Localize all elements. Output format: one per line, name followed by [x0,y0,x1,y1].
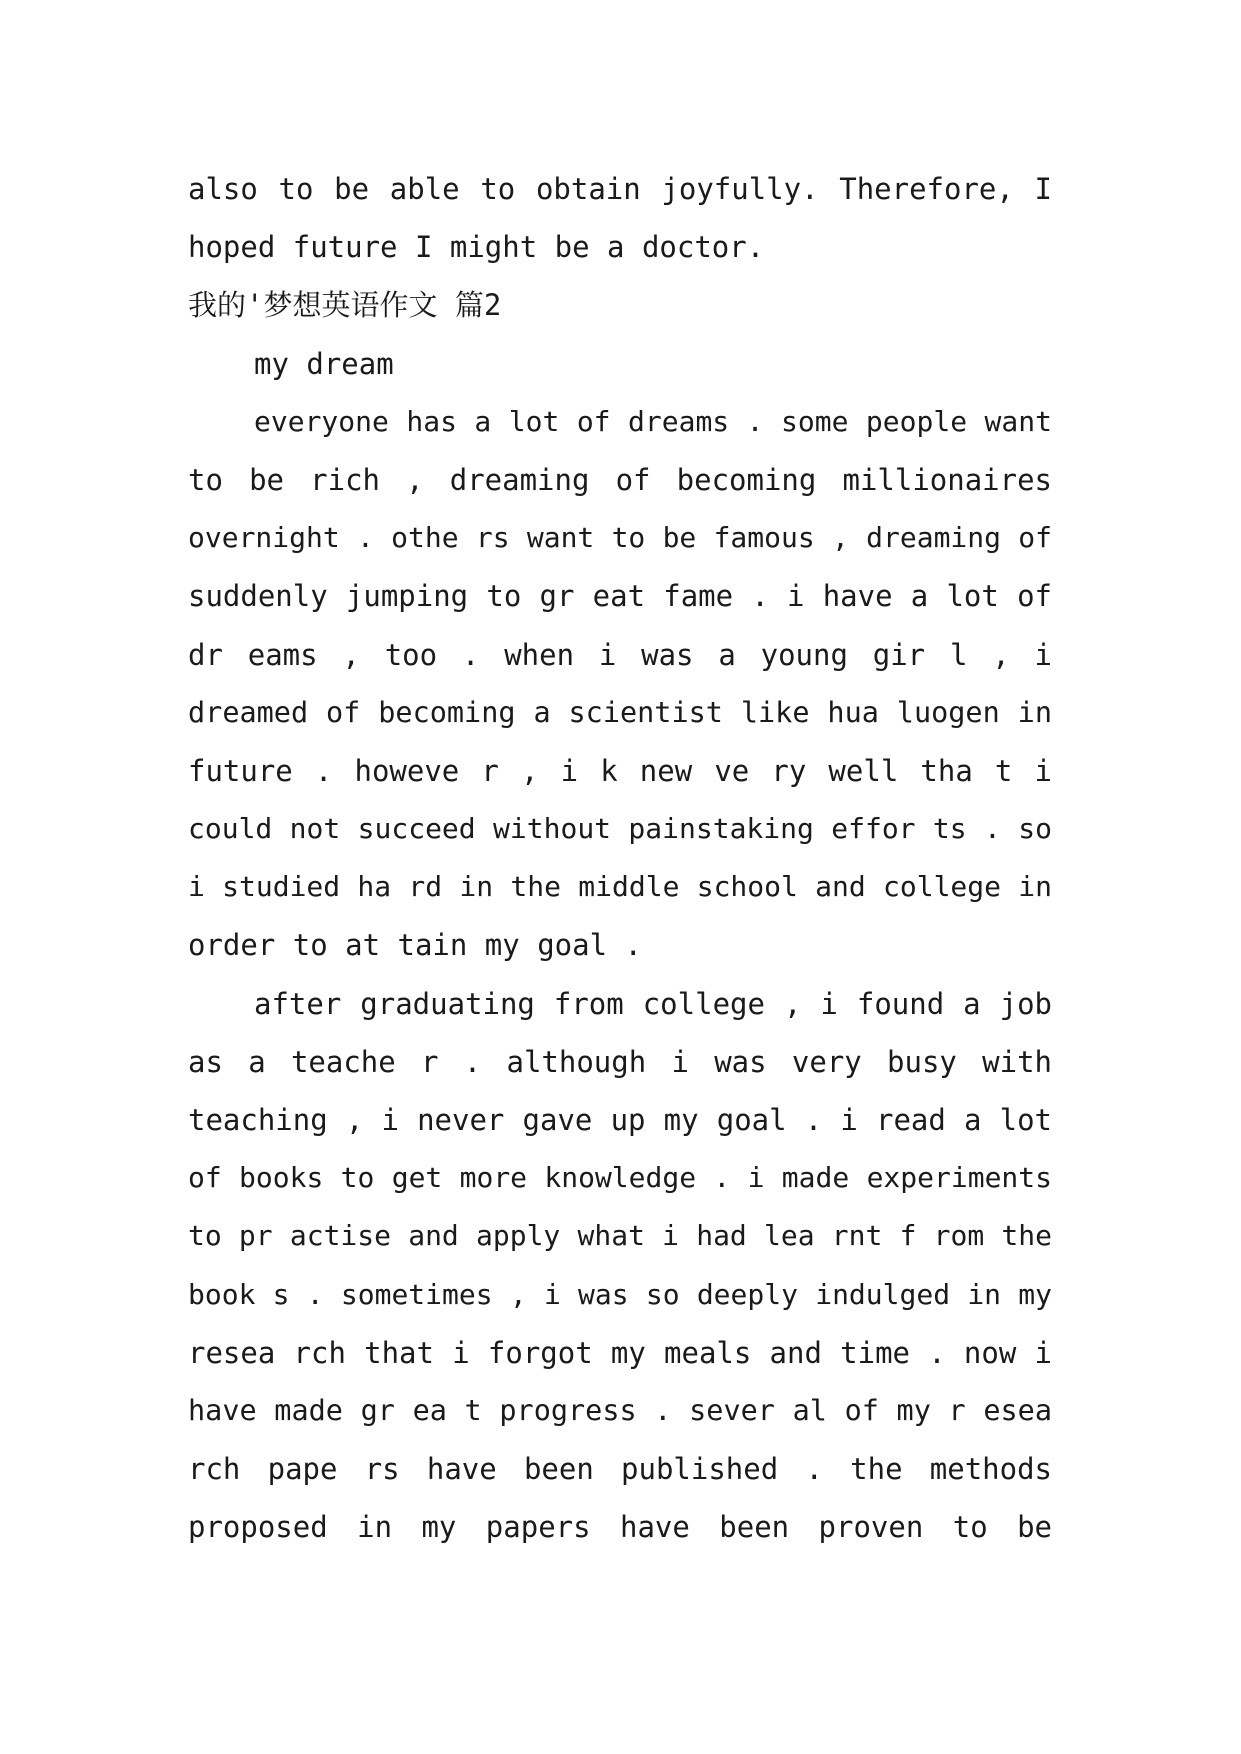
text-line: also to be able to obtain joyfully. Therefore, I [188,172,1052,206]
text-line: proposed in my papers have been proven to be [188,1510,1052,1545]
text-line: future . howeve r , i k new ve ry well tha t i [188,753,1052,788]
text-line: book s . sometimes , i was so deeply indulged in my [188,1277,1052,1311]
section-heading: 我的'梦想英语作文 篇2 [188,288,502,323]
text-line: to pr actise and apply what i had lea rnt f rom the [188,1219,1052,1253]
text-line: of books to get more knowledge . i made experiments [188,1161,1052,1195]
text-line: suddenly jumping to gr eat fame . i have a lot of [188,579,1052,614]
text-line: resea rch that i forgot my meals and time . now i [188,1335,1052,1370]
text-line: order to at tain my goal . [188,928,642,963]
text-line: dr eams , too . when i was a young gir l , i [188,637,1052,672]
text-line: have made gr ea t progress . sever al of my r esea [188,1393,1052,1427]
text-line: to be rich , dreaming of becoming millionaires [188,462,1052,497]
text-line: i studied ha rd in the middle school and college in [188,870,1052,904]
text-line: overnight . othe rs want to be famous , dreaming of [188,521,1052,555]
text-line: teaching , i never gave up my goal . i read a lot [188,1103,1052,1137]
text-line: rch pape rs have been published . the methods [188,1452,1052,1487]
text-line: hoped future I might be a doctor. [188,230,765,265]
text-line: dreamed of becoming a scientist like hua luogen in [188,695,1052,729]
text-line: as a teache r . although i was very busy with [188,1044,1052,1079]
text-line: after graduating from college , i found a job [254,986,1052,1021]
document-page [188,160,1052,1557]
essay-title: my dream [254,346,394,381]
text-line: could not succeed without painstaking effor ts . so [188,812,1052,846]
text-line: everyone has a lot of dreams . some people want [254,404,1052,438]
